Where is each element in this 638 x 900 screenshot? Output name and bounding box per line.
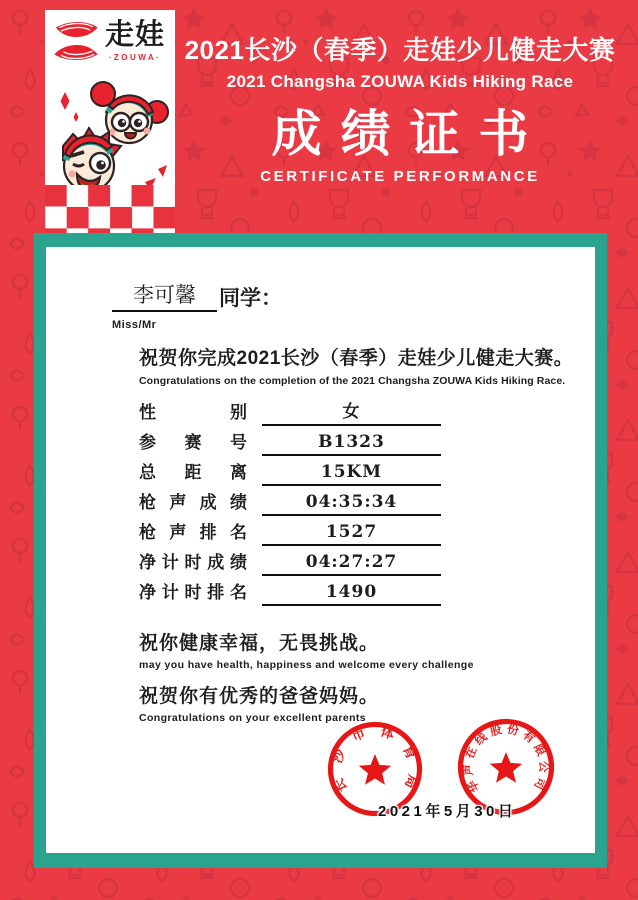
field-label: 总距离 bbox=[139, 463, 247, 482]
salutation-label: 同学： bbox=[219, 287, 282, 310]
certificate-card bbox=[34, 233, 607, 868]
field-value: B1323 bbox=[262, 432, 441, 456]
event-title: 2021长沙（春季）走娃少儿健走大赛 bbox=[184, 35, 616, 65]
logo-cn-label: 走娃 bbox=[105, 18, 166, 51]
field-label: 性别 bbox=[139, 403, 247, 422]
mascots-illustration bbox=[45, 66, 175, 198]
logo-en-label: ·ZOUWA· bbox=[108, 52, 162, 62]
field-label: 枪声成绩 bbox=[139, 493, 247, 512]
congrats-en: Congratulations on the completion of the 2021 Changsha ZOUWA Kids Hiking Race. bbox=[139, 375, 566, 387]
certificate-title: 成绩证书 bbox=[271, 106, 548, 162]
field-value: 15KM bbox=[262, 462, 441, 486]
zouwa-logo bbox=[51, 20, 171, 62]
stamp-huasheng-online bbox=[461, 722, 552, 813]
field-value: 1527 bbox=[262, 522, 441, 546]
name-row bbox=[112, 279, 282, 312]
fields-list bbox=[139, 396, 441, 606]
zouwa-logo-text bbox=[105, 18, 166, 62]
field-value: 04:27:27 bbox=[262, 552, 441, 576]
field-label: 参赛号 bbox=[139, 433, 247, 452]
blessing1-cn: 祝你健康幸福，无畏挑战。 bbox=[139, 633, 380, 654]
result-field-row bbox=[139, 486, 441, 516]
certificate-date: 2021年5月30日 bbox=[378, 803, 517, 820]
event-subtitle: 2021 Changsha ZOUWA Kids Hiking Race bbox=[226, 72, 574, 91]
blessing-block bbox=[139, 628, 474, 724]
field-label: 净计时成绩 bbox=[139, 553, 247, 572]
congrats-block bbox=[139, 343, 573, 387]
title-row bbox=[180, 30, 620, 67]
stamp2-text: 华声在线股份有限公司 bbox=[462, 723, 550, 794]
field-label: 净计时排名 bbox=[139, 583, 247, 602]
field-value: 女 bbox=[262, 397, 441, 426]
result-field-row bbox=[139, 516, 441, 546]
certificate-subtitle: CERTIFICATE PERFORMANCE bbox=[260, 168, 540, 185]
field-value: 1490 bbox=[262, 582, 441, 606]
result-field-row bbox=[139, 426, 441, 456]
result-field-row bbox=[139, 456, 441, 486]
header bbox=[180, 30, 620, 185]
certificate-body bbox=[46, 247, 595, 853]
brand-strip bbox=[45, 10, 175, 233]
blessing2-en: Congratulations on your excellent parents bbox=[139, 712, 367, 724]
checker-pattern bbox=[45, 185, 175, 233]
result-field-row bbox=[139, 396, 441, 426]
blessing1-en: may you have health, happiness and welcome every challenge bbox=[139, 659, 474, 671]
field-value: 04:35:34 bbox=[262, 492, 441, 516]
result-field-row bbox=[139, 576, 441, 606]
congrats-cn: 祝贺你完成2021长沙（春季）走娃少儿健走大赛。 bbox=[139, 348, 574, 369]
recipient-name: 李可馨 bbox=[112, 279, 217, 312]
name-caption: Miss/Mr bbox=[112, 319, 157, 331]
blessing2-cn: 祝贺你有优秀的爸爸妈妈。 bbox=[139, 686, 380, 707]
stamp1-text: 长沙市体育局 bbox=[329, 723, 421, 795]
zouwa-logo-mark-icon bbox=[51, 20, 101, 62]
field-label: 枪声排名 bbox=[139, 523, 247, 542]
result-field-row bbox=[139, 546, 441, 576]
